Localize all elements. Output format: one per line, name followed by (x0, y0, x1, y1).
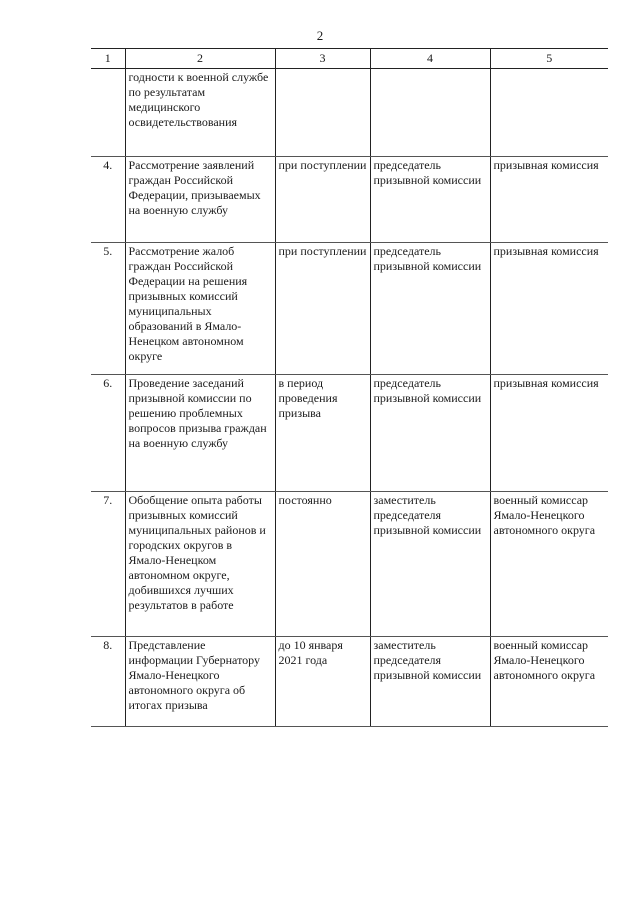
table-header-row (91, 49, 608, 69)
row-term: в период проведения призыва (275, 375, 370, 492)
row-action: Обобщение опыта работы призывных комиссий муниципальных районов и городских округов в Ямало-Ненецком автономном округе, добившихся лучших результатов в работе (125, 492, 275, 637)
row-responsible: председатель призывной комиссии (370, 375, 490, 492)
row-number: 8. (91, 637, 125, 727)
column-header: 1 (91, 49, 125, 69)
row-executor: призывная комиссия (490, 157, 608, 243)
row-number: 5. (91, 243, 125, 375)
row-action: Представление информации Губернатору Ямало-Ненецкого автономного округа об итогах призыва (125, 637, 275, 727)
row-responsible (370, 69, 490, 157)
row-executor (490, 69, 608, 157)
row-executor: военный комиссар Ямало-Ненецкого автономного округа (490, 637, 608, 727)
row-executor: призывная комиссия (490, 243, 608, 375)
page-number: 2 (316, 28, 324, 43)
column-header: 3 (275, 49, 370, 69)
row-action: Проведение заседаний призывной комиссии по решению проблемных вопросов призыва граждан на военную службу (125, 375, 275, 492)
column-header: 4 (370, 49, 490, 69)
row-responsible: председатель призывной комиссии (370, 243, 490, 375)
row-term (275, 69, 370, 157)
column-header: 5 (490, 49, 608, 69)
table-row (91, 637, 608, 727)
row-number: 6. (91, 375, 125, 492)
row-number (91, 69, 125, 157)
row-number: 4. (91, 157, 125, 243)
row-term: постоянно (275, 492, 370, 637)
table-row (91, 69, 608, 157)
row-action: Рассмотрение жалоб граждан Российской Федерации на решения призывных комиссий муниципальных образований в Ямало-Ненецком автономном округе (125, 243, 275, 375)
row-responsible: заместитель председателя призывной комиссии (370, 637, 490, 727)
row-action: Рассмотрение заявлений граждан Российской Федерации, призываемых на военную службу (125, 157, 275, 243)
row-term: до 10 января 2021 года (275, 637, 370, 727)
row-responsible: председатель призывной комиссии (370, 157, 490, 243)
row-number: 7. (91, 492, 125, 637)
table-row (91, 375, 608, 492)
row-executor: военный комиссар Ямало-Ненецкого автономного округа (490, 492, 608, 637)
table-row (91, 157, 608, 243)
row-term: при поступлении (275, 243, 370, 375)
row-responsible: заместитель председателя призывной комиссии (370, 492, 490, 637)
plan-table (91, 48, 608, 727)
row-action: годности к военной службе по результатам медицинского освидетельствования (125, 69, 275, 157)
row-term: при поступлении (275, 157, 370, 243)
table-row (91, 492, 608, 637)
table-row (91, 243, 608, 375)
row-executor: призывная комиссия (490, 375, 608, 492)
column-header: 2 (125, 49, 275, 69)
